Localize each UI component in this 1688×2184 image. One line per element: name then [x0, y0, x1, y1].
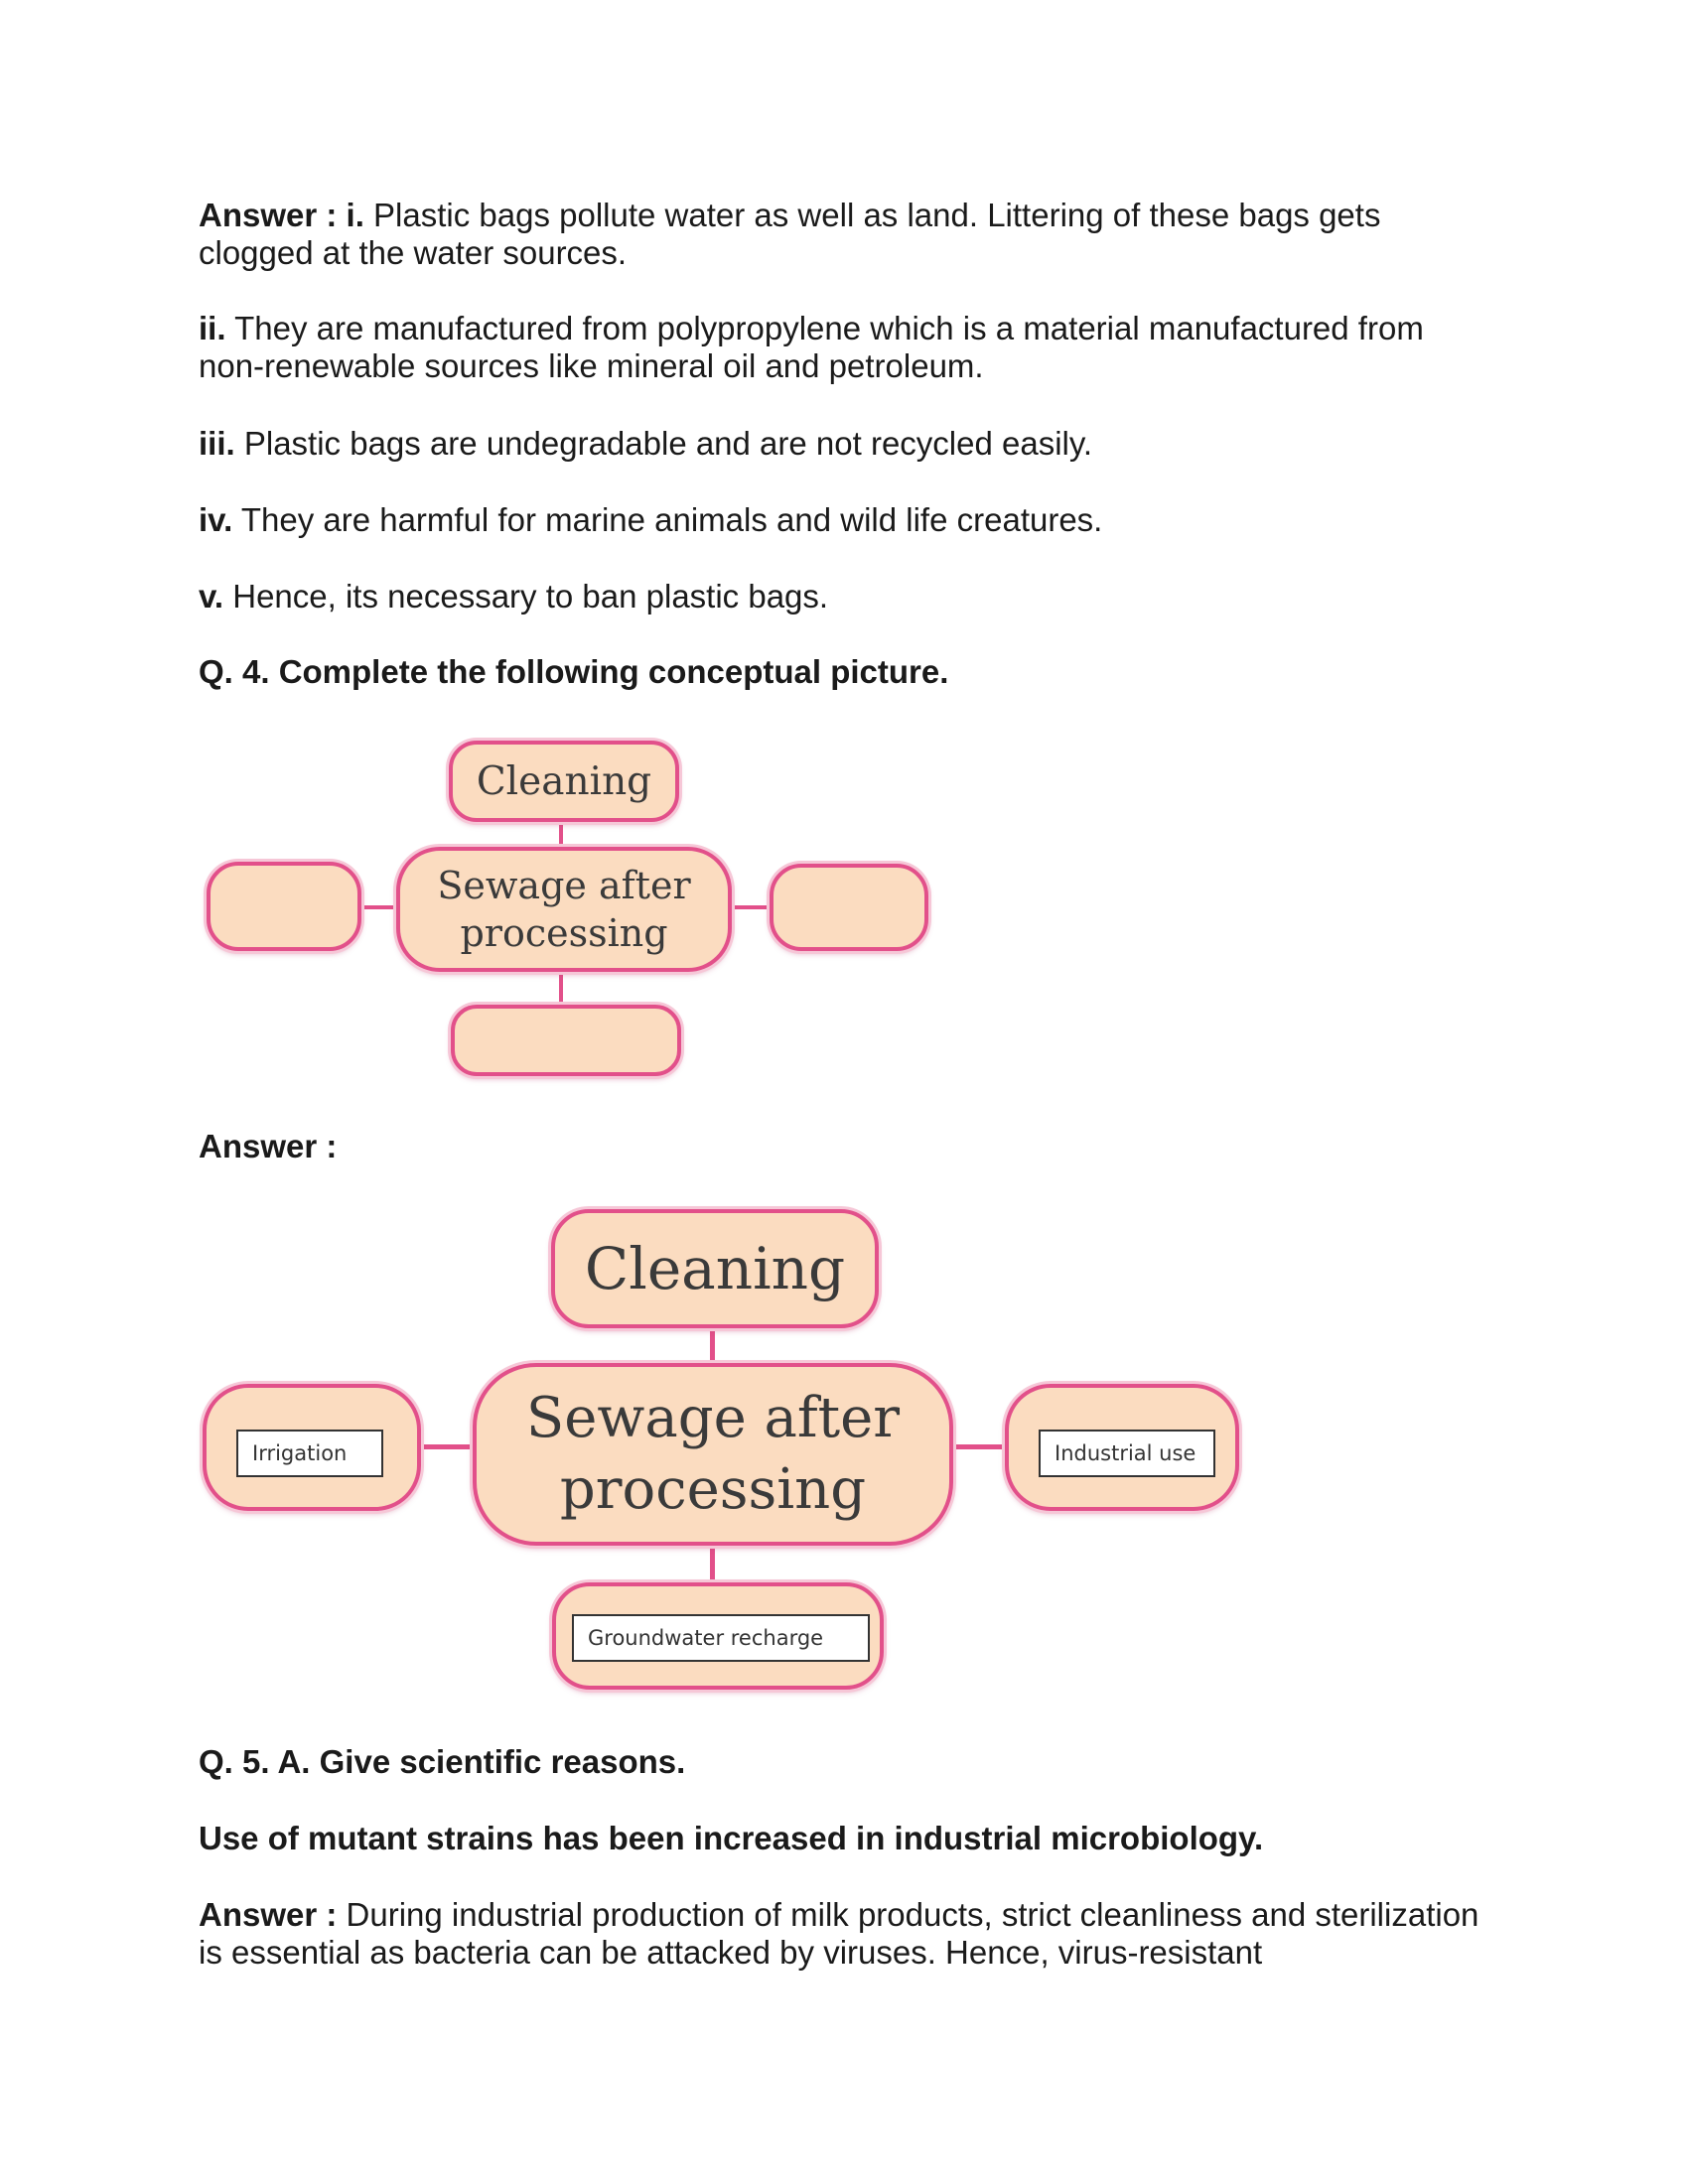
q5-answer-text: During industrial production of milk products, strict cleanliness and sterilization is essential as bacteria can be attacked by viruses. Hence, virus-resistant	[199, 1896, 1479, 1971]
answer-point-v	[199, 578, 1489, 615]
answer-irrigation-box: Irrigation	[236, 1430, 383, 1477]
q5-question: Use of mutant strains has been increased in industrial microbiology.	[199, 1820, 1264, 1856]
answer-lead-label: Answer : i.	[199, 197, 364, 233]
answer-connector-right	[951, 1444, 1008, 1449]
point-v-text: Hence, its necessary to ban plastic bags.	[232, 578, 829, 614]
q4-answer-label: Answer :	[199, 1128, 338, 1164]
point-ii-label: ii.	[199, 310, 226, 346]
q4-heading: Q. 4. Complete the following conceptual picture.	[199, 653, 949, 690]
node-left-blank	[207, 862, 361, 951]
connector-right	[728, 905, 772, 909]
answer-groundwater-box: Groundwater recharge	[572, 1614, 870, 1662]
node-center-line2: processing	[460, 911, 668, 955]
point-i-text: Plastic bags pollute water as well as land. Littering of these bags gets clogged at the water sources.	[199, 197, 1381, 271]
answer-point-iii	[199, 425, 1489, 463]
q5-answer-label: Answer :	[199, 1896, 338, 1933]
answer-node-center-line2: processing	[559, 1457, 867, 1522]
answer-connector-left	[418, 1444, 475, 1449]
answer-node-left	[203, 1384, 421, 1511]
answer-node-bottom	[552, 1582, 884, 1690]
node-top: Cleaning	[449, 741, 679, 822]
q5-heading: Q. 5. A. Give scientific reasons.	[199, 1743, 686, 1780]
point-iii-text: Plastic bags are undegradable and are not recycled easily.	[243, 425, 1093, 462]
point-v-label: v.	[199, 578, 224, 614]
node-right-blank	[770, 864, 928, 951]
node-center-line1: Sewage after	[437, 864, 691, 907]
answer-point-i	[199, 197, 1489, 272]
point-ii-text: They are manufactured from polypropylene which is a material manufactured from non-renewable sources like mineral oil and petroleum.	[199, 310, 1424, 384]
answer-connector-bottom	[710, 1543, 715, 1584]
node-center	[396, 847, 732, 972]
answer-node-center	[473, 1363, 953, 1546]
point-iv-text: They are harmful for marine animals and wild life creatures.	[240, 501, 1103, 538]
node-bottom-blank	[451, 1005, 681, 1076]
answer-node-right	[1005, 1384, 1239, 1511]
connector-left	[359, 905, 401, 909]
answer-point-iv	[199, 501, 1489, 539]
answer-node-top: Cleaning	[551, 1209, 879, 1328]
point-iv-label: iv.	[199, 501, 233, 538]
point-iii-label: iii.	[199, 425, 235, 462]
answer-node-center-line1: Sewage after	[525, 1386, 901, 1450]
answer-industrial-use-box: Industrial use	[1039, 1430, 1215, 1477]
answer-point-ii	[199, 310, 1489, 385]
answer-connector-top	[710, 1328, 715, 1368]
q5-answer	[199, 1896, 1489, 1972]
